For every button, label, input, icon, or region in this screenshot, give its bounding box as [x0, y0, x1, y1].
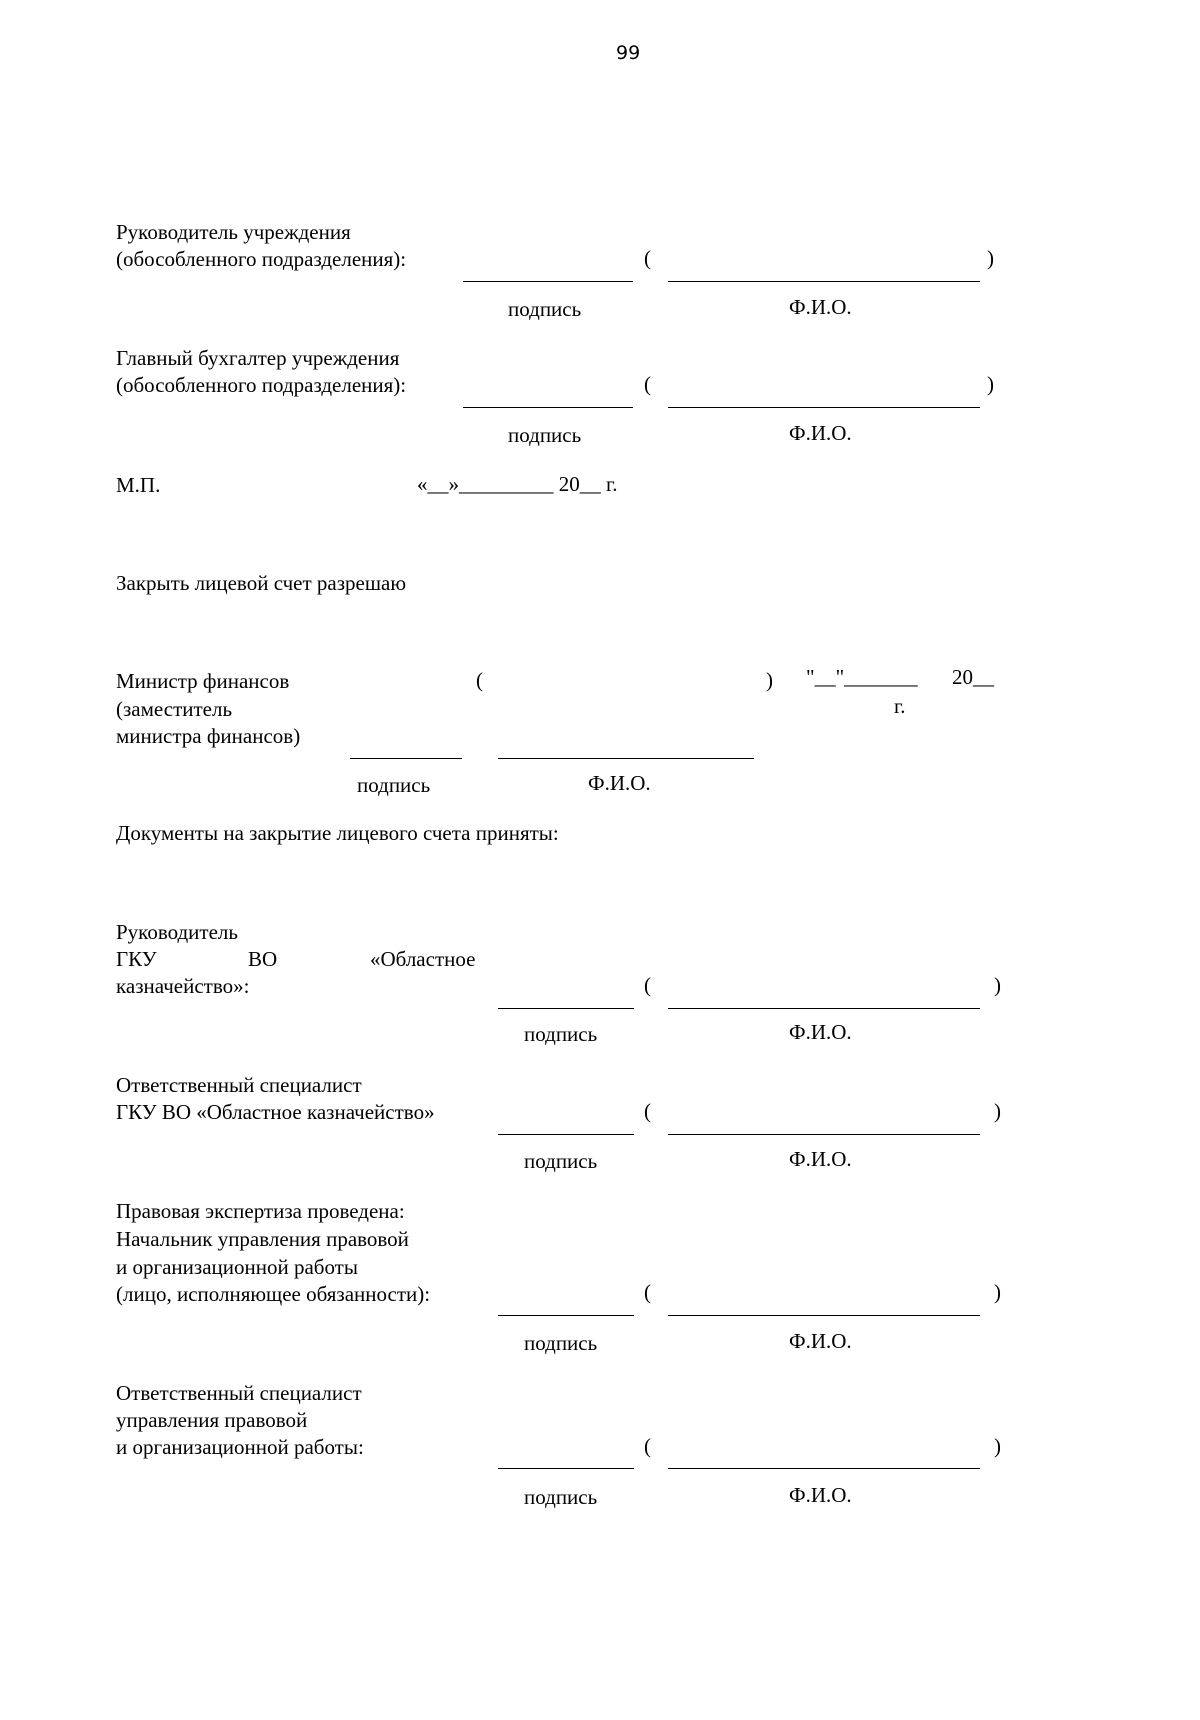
- treasury-specialist-paren-close: ): [994, 1099, 1001, 1123]
- legal-head-line3: и организационной работы: [116, 1255, 358, 1279]
- head-sign-caption: подпись: [508, 297, 582, 321]
- treasury-head-line3: казначейство»:: [116, 974, 250, 998]
- docs-accepted-text: Документы на закрытие лицевого счета приняты:: [116, 821, 559, 845]
- treasury-head-line2c: «Областное: [370, 947, 476, 971]
- treasury-head-paren-close: ): [994, 973, 1001, 997]
- legal-head-sign-caption: подпись: [524, 1331, 598, 1355]
- legal-specialist-fio-caption: Ф.И.О.: [789, 1483, 852, 1507]
- treasury-specialist-paren-open: (: [644, 1099, 651, 1123]
- legal-head-line4: (лицо, исполняющее обязанности):: [116, 1282, 431, 1306]
- accountant-title-line2: (обособленного подразделения):: [116, 373, 407, 397]
- minister-date-suffix: г.: [894, 694, 906, 718]
- legal-head-paren-open: (: [644, 1280, 651, 1304]
- head-paren-close: ): [987, 246, 994, 270]
- legal-head-fio-caption: Ф.И.О.: [789, 1329, 852, 1353]
- treasury-head-line2b: ВО: [248, 947, 278, 971]
- minister-paren-close: ): [766, 668, 773, 692]
- head-paren-open: (: [644, 246, 651, 270]
- treasury-head-fio-line[interactable]: [668, 1008, 980, 1009]
- head-title-line1: Руководитель учреждения: [116, 220, 351, 244]
- treasury-specialist-fio-caption: Ф.И.О.: [789, 1147, 852, 1171]
- accountant-paren-open: (: [644, 372, 651, 396]
- legal-specialist-paren-open: (: [644, 1434, 651, 1458]
- treasury-specialist-fio-line[interactable]: [668, 1134, 980, 1135]
- accountant-paren-close: ): [987, 372, 994, 396]
- legal-specialist-signature-line[interactable]: [498, 1468, 634, 1469]
- stamp-label: М.П.: [116, 473, 161, 497]
- legal-specialist-line1: Ответственный специалист: [116, 1381, 362, 1405]
- head-fio-caption: Ф.И.О.: [789, 295, 852, 319]
- treasury-head-signature-line[interactable]: [498, 1008, 634, 1009]
- minister-title-line1: Министр финансов: [116, 669, 290, 693]
- treasury-specialist-line2: ГКУ ВО «Областное казначейство»: [116, 1100, 435, 1124]
- legal-specialist-paren-close: ): [994, 1434, 1001, 1458]
- minister-title-line3: министра финансов): [116, 724, 301, 748]
- minister-signature-line[interactable]: [350, 758, 462, 759]
- treasury-head-paren-open: (: [644, 973, 651, 997]
- treasury-head-line2a: ГКУ: [116, 947, 157, 971]
- accountant-signature-line[interactable]: [463, 407, 633, 408]
- treasury-specialist-line1: Ответственный специалист: [116, 1073, 362, 1097]
- minister-fio-caption: Ф.И.О.: [588, 771, 651, 795]
- legal-head-fio-line[interactable]: [668, 1315, 980, 1316]
- treasury-specialist-sign-caption: подпись: [524, 1149, 598, 1173]
- head-signature-line[interactable]: [463, 281, 633, 282]
- treasury-head-sign-caption: подпись: [524, 1022, 598, 1046]
- permit-text: Закрыть лицевой счет разрешаю: [116, 571, 407, 595]
- minister-date-day-month: "__"_______: [806, 665, 918, 689]
- minister-paren-open: (: [476, 668, 483, 692]
- minister-sign-caption: подпись: [357, 773, 431, 797]
- accountant-fio-caption: Ф.И.О.: [789, 421, 852, 445]
- legal-head-line1: Правовая экспертиза проведена:: [116, 1199, 405, 1223]
- legal-head-paren-close: ): [994, 1280, 1001, 1304]
- treasury-specialist-signature-line[interactable]: [498, 1134, 634, 1135]
- accountant-fio-line[interactable]: [668, 407, 980, 408]
- minister-fio-line[interactable]: [498, 758, 754, 759]
- minister-date-year: 20__: [952, 665, 994, 689]
- accountant-sign-caption: подпись: [508, 423, 582, 447]
- treasury-head-fio-caption: Ф.И.О.: [789, 1020, 852, 1044]
- legal-specialist-line2: управления правовой: [116, 1408, 308, 1432]
- minister-title-line2: (заместитель: [116, 697, 233, 721]
- stamp-date: «__»_________ 20__ г.: [417, 472, 618, 496]
- head-title-line2: (обособленного подразделения):: [116, 247, 407, 271]
- legal-specialist-fio-line[interactable]: [668, 1468, 980, 1469]
- treasury-head-line1: Руководитель: [116, 920, 238, 944]
- page-number: 99: [616, 42, 641, 64]
- accountant-title-line1: Главный бухгалтер учреждения: [116, 346, 400, 370]
- legal-specialist-line3: и организационной работы:: [116, 1435, 364, 1459]
- legal-head-signature-line[interactable]: [498, 1315, 634, 1316]
- legal-head-line2: Начальник управления правовой: [116, 1227, 409, 1251]
- legal-specialist-sign-caption: подпись: [524, 1485, 598, 1509]
- head-fio-line[interactable]: [668, 281, 980, 282]
